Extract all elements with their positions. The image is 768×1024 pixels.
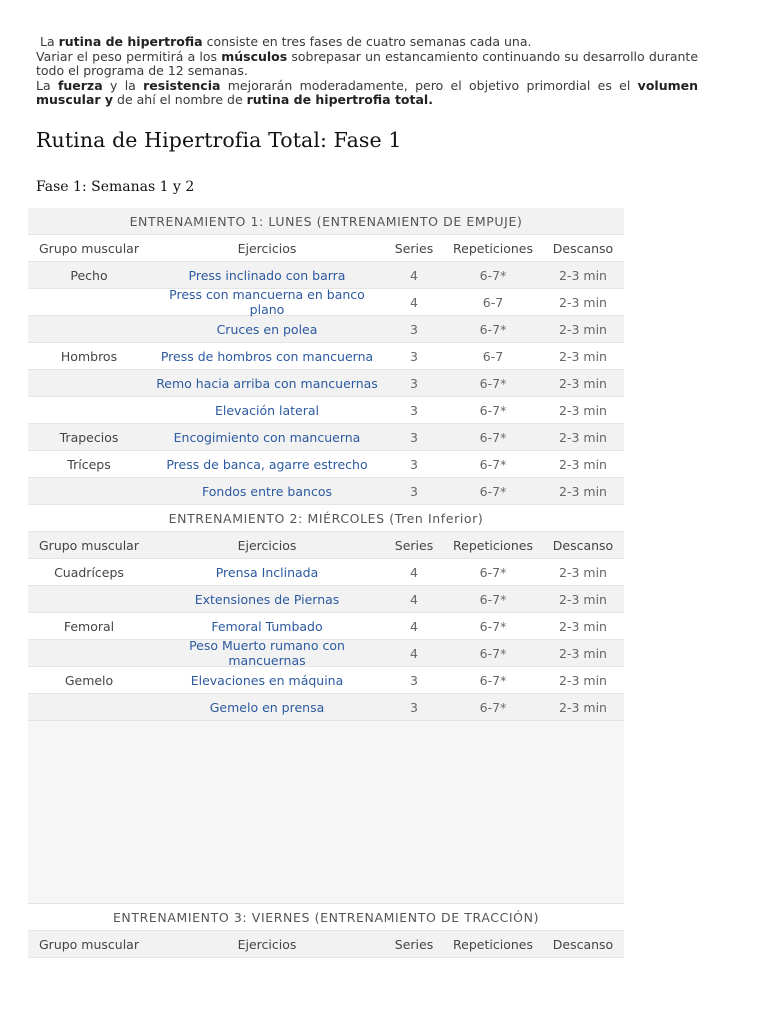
cell-rest: 2-3 min xyxy=(559,429,607,445)
exercise-link[interactable]: Press de banca, agarre estrecho xyxy=(166,456,368,472)
exercise-link[interactable]: Elevación lateral xyxy=(214,402,319,418)
cell-rest: 2-3 min xyxy=(559,402,607,418)
cell-reps: 6-7* xyxy=(479,591,507,607)
session-title-row xyxy=(28,904,624,931)
intro-text xyxy=(36,35,698,108)
empty-table-area xyxy=(28,721,624,904)
header-reps: Repeticiones xyxy=(453,537,533,553)
exercise-link[interactable]: Press inclinado con barra xyxy=(188,267,346,283)
exercise-link[interactable]: Encogimiento con mancuerna xyxy=(173,429,361,445)
cell-muscle: Tríceps xyxy=(67,456,111,472)
cell-muscle: Femoral xyxy=(63,618,115,634)
session-title-row xyxy=(28,208,624,235)
header-exercise: Ejercicios xyxy=(237,537,297,553)
cell-reps: 6-7* xyxy=(479,375,507,391)
cell-muscle: Trapecios xyxy=(59,429,119,445)
cell-muscle: Pecho xyxy=(70,267,108,283)
table-row xyxy=(28,559,624,586)
exercise-link[interactable]: Extensiones de Piernas xyxy=(194,591,340,607)
table-row xyxy=(28,586,624,613)
table-row xyxy=(28,262,624,289)
exercise-link[interactable]: Remo hacia arriba con mancuernas xyxy=(156,375,378,391)
table-header-row xyxy=(28,532,624,559)
cell-reps: 6-7 xyxy=(482,348,504,364)
cell-reps: 6-7* xyxy=(479,564,507,580)
cell-series: 4 xyxy=(410,294,418,310)
table-row xyxy=(28,694,624,721)
cell-reps: 6-7 xyxy=(482,294,504,310)
cell-series: 3 xyxy=(410,429,418,445)
header-muscle: Grupo muscular xyxy=(39,936,139,952)
cell-series: 3 xyxy=(410,375,418,391)
cell-series: 4 xyxy=(410,267,418,283)
cell-rest: 2-3 min xyxy=(559,456,607,472)
cell-muscle: Hombros xyxy=(60,348,118,364)
cell-reps: 6-7* xyxy=(479,456,507,472)
exercise-link[interactable]: Peso Muerto rumano con mancuernas xyxy=(189,638,345,668)
cell-reps: 6-7* xyxy=(479,429,507,445)
exercise-link[interactable]: Press con mancuerna en banco plano xyxy=(169,287,365,317)
cell-rest: 2-3 min xyxy=(559,348,607,364)
cell-reps: 6-7* xyxy=(479,483,507,499)
header-rest: Descanso xyxy=(552,537,614,553)
table-row xyxy=(28,343,624,370)
cell-rest: 2-3 min xyxy=(559,375,607,391)
table-row xyxy=(28,397,624,424)
cell-rest: 2-3 min xyxy=(559,483,607,499)
exercise-link[interactable]: Elevaciones en máquina xyxy=(190,672,344,688)
cell-rest: 2-3 min xyxy=(559,699,607,715)
cell-muscle: Gemelo xyxy=(64,672,114,688)
table-row xyxy=(28,289,624,316)
intro-paragraph-2: Variar el peso permitirá a los músculos sobrepasar un estancamiento continuando su desarrollo durante todo el programa de 12 semanas. xyxy=(36,48,699,78)
cell-rest: 2-3 min xyxy=(559,672,607,688)
table-row xyxy=(28,478,624,505)
cell-series: 3 xyxy=(410,348,418,364)
header-rest: Descanso xyxy=(552,240,614,256)
table-row xyxy=(28,370,624,397)
table-row xyxy=(28,424,624,451)
cell-reps: 6-7* xyxy=(479,645,507,661)
cell-series: 4 xyxy=(410,645,418,661)
cell-series: 4 xyxy=(410,564,418,580)
table-row xyxy=(28,640,624,667)
table-header-row xyxy=(28,235,624,262)
exercise-link[interactable]: Gemelo en prensa xyxy=(209,699,325,715)
header-series: Series xyxy=(394,240,434,256)
header-series: Series xyxy=(394,936,434,952)
header-rest: Descanso xyxy=(552,936,614,952)
workout-table xyxy=(28,208,624,958)
cell-reps: 6-7* xyxy=(479,402,507,418)
cell-reps: 6-7* xyxy=(479,267,507,283)
header-reps: Repeticiones xyxy=(453,240,533,256)
cell-rest: 2-3 min xyxy=(559,267,607,283)
intro-paragraph-1: La rutina de hipertrofia consiste en tres fases de cuatro semanas cada una. xyxy=(39,34,532,49)
cell-rest: 2-3 min xyxy=(559,321,607,337)
cell-series: 3 xyxy=(410,402,418,418)
cell-muscle: Cuadríceps xyxy=(54,564,124,580)
cell-series: 3 xyxy=(410,699,418,715)
cell-series: 3 xyxy=(410,483,418,499)
cell-reps: 6-7* xyxy=(479,618,507,634)
cell-series: 3 xyxy=(410,456,418,472)
cell-series: 4 xyxy=(410,591,418,607)
cell-series: 3 xyxy=(410,672,418,688)
header-exercise: Ejercicios xyxy=(237,240,297,256)
header-series: Series xyxy=(394,537,434,553)
cell-series: 4 xyxy=(410,618,418,634)
session-title-row xyxy=(28,505,624,532)
session-title: ENTRENAMIENTO 1: LUNES (ENTRENAMIENTO DE EMPUJE) xyxy=(129,213,523,229)
exercise-link[interactable]: Prensa Inclinada xyxy=(215,564,319,580)
table-row xyxy=(28,451,624,478)
cell-series: 3 xyxy=(410,321,418,337)
exercise-link[interactable]: Cruces en polea xyxy=(216,321,318,337)
cell-rest: 2-3 min xyxy=(559,645,607,661)
exercise-link[interactable]: Press de hombros con mancuerna xyxy=(160,348,374,364)
header-exercise: Ejercicios xyxy=(237,936,297,952)
cell-reps: 6-7* xyxy=(479,321,507,337)
header-muscle: Grupo muscular xyxy=(39,240,139,256)
exercise-link[interactable]: Femoral Tumbado xyxy=(211,618,323,634)
intro-paragraph-3: La fuerza y la resistencia mejorarán moderadamente, pero el objetivo primordial es el volumen muscular y de ahí el nombre de rutina de hipertrofia total. xyxy=(36,77,698,107)
cell-rest: 2-3 min xyxy=(559,591,607,607)
table-row xyxy=(28,316,624,343)
cell-rest: 2-3 min xyxy=(559,564,607,580)
cell-rest: 2-3 min xyxy=(559,294,607,310)
table-row xyxy=(28,667,624,694)
page-title: Rutina de Hipertrofia Total: Fase 1 xyxy=(36,128,402,152)
exercise-link[interactable]: Fondos entre bancos xyxy=(202,483,332,499)
header-reps: Repeticiones xyxy=(453,936,533,952)
cell-rest: 2-3 min xyxy=(559,618,607,634)
header-muscle: Grupo muscular xyxy=(39,537,139,553)
cell-reps: 6-7* xyxy=(479,699,507,715)
table-header-row xyxy=(28,931,624,958)
phase-subtitle: Fase 1: Semanas 1 y 2 xyxy=(36,179,195,195)
session-title: ENTRENAMIENTO 3: VIERNES (ENTRENAMIENTO DE TRACCIÓN) xyxy=(112,909,540,925)
cell-reps: 6-7* xyxy=(479,672,507,688)
session-title: ENTRENAMIENTO 2: MIÉRCOLES (Tren Inferior) xyxy=(168,510,484,526)
table-row xyxy=(28,613,624,640)
